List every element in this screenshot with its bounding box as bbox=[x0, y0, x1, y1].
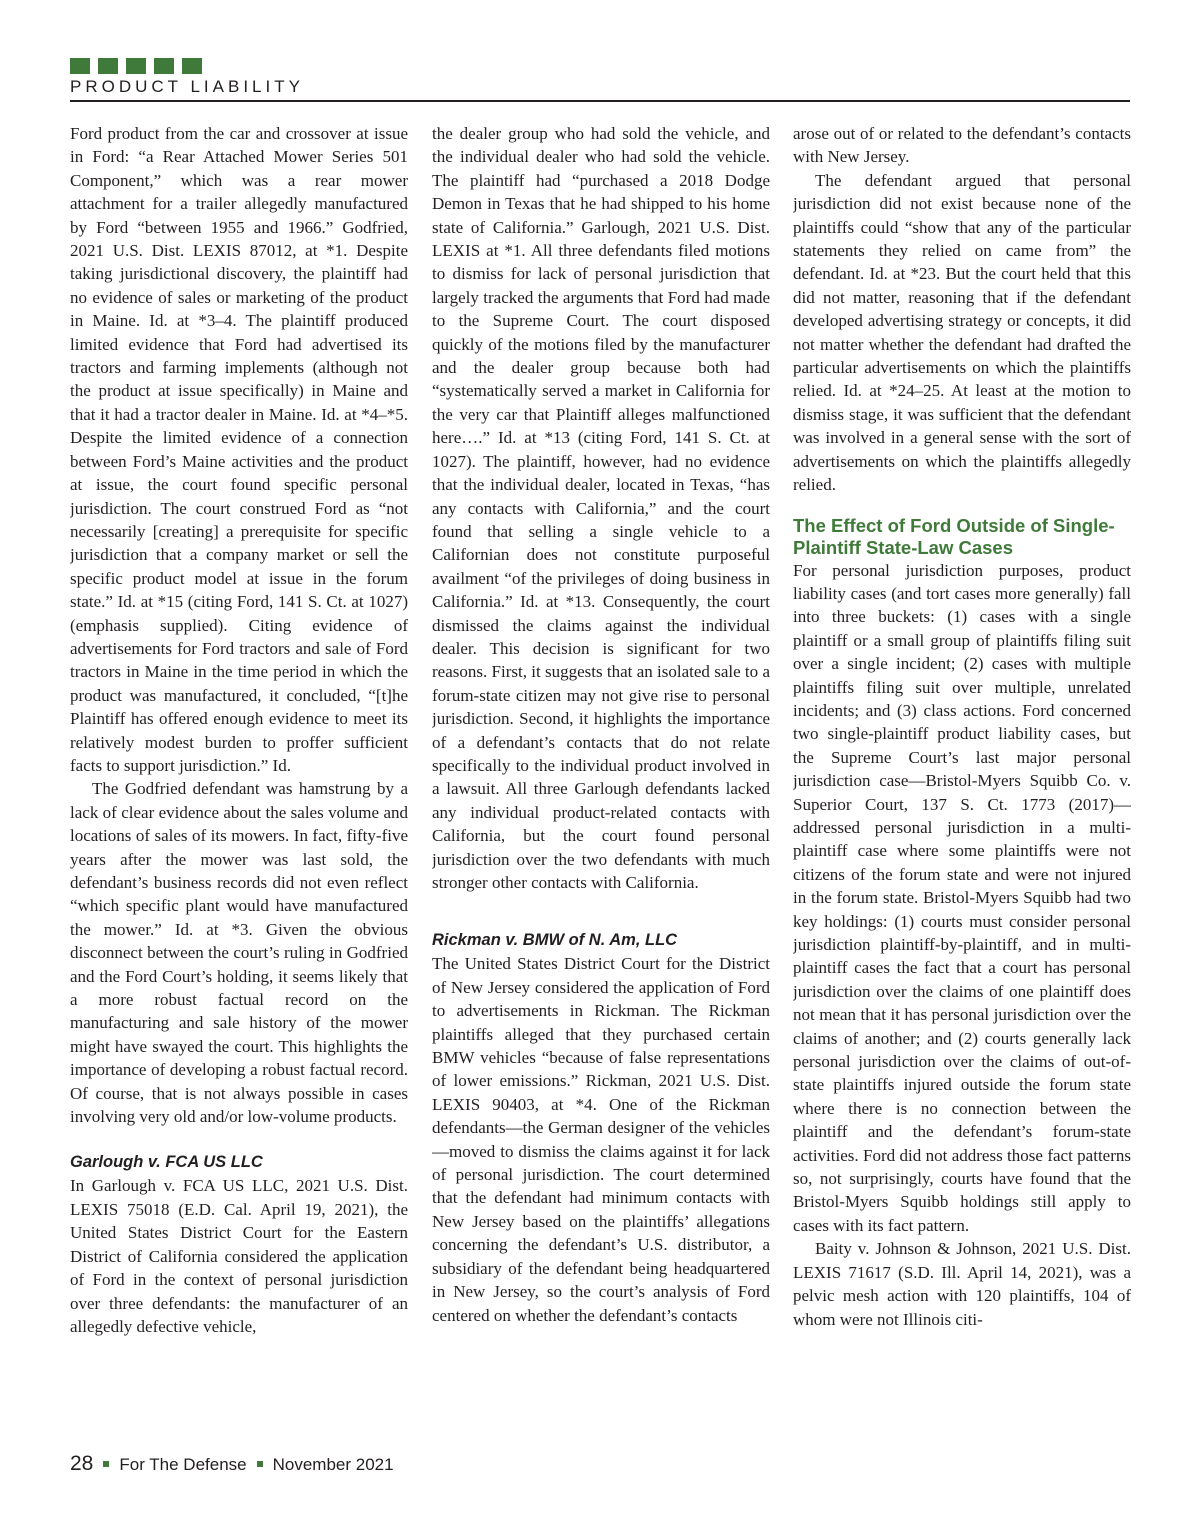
publication-name: For The Defense bbox=[119, 1455, 247, 1474]
header-squares bbox=[70, 58, 1130, 74]
paragraph: Ford product from the car and crossover at issue in Ford: “a Rear Attached Mower Series 501 Component,” which was a rear mower attachment for a trailer allegedly manufactured by Ford “between 1955 and 1966.” Godfried, 2021 U.S. Dist. LEXIS 87012, at *1. Despite taking jurisdictional discovery, the plaintiff had no evidence of sales or marketing of the product in Maine. Id. at *3–4. The plaintiff produced limited evidence that Ford had advertised its tractors and farming implements (although not the product at issue specifically) in Maine and that it had a tractor dealer in Maine. Id. at *4–*5. Despite the limited evidence of a connection between Ford’s Maine activities and the product at issue, the court found specific personal jurisdiction. The court construed Ford as “not necessarily [creating] a prerequisite for specific jurisdiction that a company market or sell the specific product model at issue in the forum state.” Id. at *15 (citing Ford, 141 S. Ct. at 1027) (emphasis supplied). Citing evidence of advertisements for Ford tractors and sale of Ford tractors in Maine in the time period in which the product was manufactured, it concluded, “[t]he Plaintiff has offered enough evidence to meet its relatively modest burden to proffer sufficient facts to support jurisdiction.” Id. bbox=[70, 124, 408, 775]
header-rule bbox=[70, 100, 1130, 102]
paragraph: the dealer group who had sold the vehicle, and the individual dealer who had sold the vehicle. The plaintiff had “purchased a 2018 Dodge Demon in Texas that he had shipped to his home state of California.” Garlough, 2021 U.S. Dist. LEXIS at *1. All three defendants filed motions to dismiss for lack of personal jurisdiction that largely tracked the arguments that Ford had made to the Supreme Court. The court disposed quickly of the motions filed by the manufacturer and the dealer group because both had “systematically served a market in California for the very car that Plaintiff alleges malfunctioned here….” Id. at *13 (citing Ford, 141 S. Ct. at 1027). The plaintiff, however, had no evidence that the individual dealer, located in Texas, “has any contacts with California,” and the court found that selling a single vehicle to a Californian does not constitute purposeful availment “of the privileges of doing business in California.” Id. at *13. Consequently, the court dismissed the claims against the individual dealer. This decision is significant for two reasons. First, it suggests that an isolated sale to a forum-state citizen may not give rise to personal jurisdiction. Second, it highlights the importance of a defendant’s contacts that do not relate specifically to the individual product involved in a lawsuit. All three Garlough defendants lacked any individual product-related contacts with California, but the court found personal jurisdiction over the two defendants with much stronger other contacts with California. bbox=[432, 124, 770, 892]
issue-date: November 2021 bbox=[272, 1455, 394, 1474]
header-square bbox=[182, 58, 202, 74]
bullet-icon bbox=[257, 1461, 263, 1467]
paragraph: For personal jurisdiction purposes, product liability cases (and tort cases more generally) fall into three buckets: (1) cases with a single plaintiff or a small group of plaintiffs filing suit over a single incident; (2) cases with multiple plaintiffs filing suit over multiple, unrelated incidents; and (3) class actions. Ford concerned two single-plaintiff product liability cases, but the Supreme Court’s last major personal jurisdiction case—Bristol-Myers Squibb Co. v. Superior Court, 137 S. Ct. 1773 (2017)—addressed personal jurisdiction in a multi-plaintiff case where some plaintiffs were not citizens of the forum state and were not injured in the forum state. Bristol-Myers Squibb had two key holdings: (1) courts must consider personal jurisdiction plaintiff-by-plaintiff, and in multi-plaintiff cases the fact that a court has personal jurisdiction over the claims of one plaintiff does not mean that it has personal jurisdiction over the claims of another; and (2) courts generally lack personal jurisdiction over the claims of out-of-state plaintiffs injured outside the forum state where there is no connection between the plaintiff and the defendant’s forum-state activities. Ford did not address those fact patterns so, not surprisingly, courts have found that the Bristol-Myers Squibb holdings still apply to cases with its fact pattern. bbox=[793, 560, 1131, 1235]
page-number: 28 bbox=[70, 1452, 94, 1475]
bullet-icon bbox=[103, 1461, 109, 1467]
case-heading-rickman: Rickman v. BMW of N. Am, LLC bbox=[432, 931, 678, 950]
header-square bbox=[98, 58, 118, 74]
header-square bbox=[70, 58, 90, 74]
paragraph: arose out of or related to the defendant’s contacts with New Jersey. bbox=[793, 124, 1131, 167]
header-square bbox=[154, 58, 174, 74]
paragraph: The defendant argued that personal jurisdiction did not exist because none of the plaintiffs could “show that any of the particular statements they relied on came from” the defendant. Id. at *23. But the court held that this did not matter, reasoning that if the defendant developed advertising strategy or concepts, it did not matter whether the defendant had drafted the particular advertisements on which the plaintiffs relied. Id. at *24–25. At least at the motion to dismiss stage, it was sufficient that the defendant was involved in a general sense with the sort of advertisements on which the plaintiffs allegedly relied. bbox=[793, 170, 1131, 495]
section-heading-effect-of-ford: The Effect of Ford Outside of Single-Plaintiff State-Law Cases bbox=[793, 514, 1115, 558]
section-title: PRODUCT LIABILITY bbox=[70, 77, 304, 96]
paragraph: The United States District Court for the District of New Jersey considered the application of Ford to advertisements in Rickman. The Rickman plaintiffs alleged that they purchased certain BMW vehicles “because of false representations of lower emissions.” Rickman, 2021 U.S. Dist. LEXIS 90403, at *4. One of the Rickman defendants—the German designer of the vehicles—moved to dismiss the claims against it for lack of personal jurisdiction. The court determined that the defendant had minimum contacts with New Jersey based on the plaintiffs’ allegations concerning the defendant’s U.S. distributor, a subsidiary of the defendant being headquartered in New Jersey, so the court’s analysis of Ford centered on whether the defendant’s contacts bbox=[432, 954, 770, 1325]
paragraph: In Garlough v. FCA US LLC, 2021 U.S. Dist. LEXIS 75018 (E.D. Cal. April 19, 2021), the United States District Court for the Eastern District of California considered the application of Ford in the context of personal jurisdiction over three defendants: the manufacturer of an allegedly defective vehicle, bbox=[70, 1176, 408, 1336]
column-2 bbox=[432, 122, 770, 1440]
paragraph: The Godfried defendant was hamstrung by a lack of clear evidence about the sales volume and locations of sales of its mowers. In fact, fifty-five years after the mower was last sold, the defendant’s business records did not even reflect “which specific plant would have manufactured the mower.” Id. at *3. Given the obvious disconnect between the court’s ruling in Godfried and the Ford Court’s holding, it seems likely that a more robust factual record on the manufacturing and sale history of the mower might have swayed the court. This highlights the importance of developing a robust factual record. Of course, that is not always possible in cases involving very old and/or low-volume products. bbox=[70, 779, 408, 1127]
page-footer bbox=[70, 1452, 394, 1476]
case-heading-garlough: Garlough v. FCA US LLC bbox=[70, 1153, 263, 1172]
column-3 bbox=[793, 122, 1131, 1440]
column-1 bbox=[70, 122, 408, 1440]
header-square bbox=[126, 58, 146, 74]
paragraph: Baity v. Johnson & Johnson, 2021 U.S. Dist. LEXIS 71617 (S.D. Ill. April 14, 2021), was a pelvic mesh action with 120 plaintiffs, 104 of whom were not Illinois citi- bbox=[793, 1239, 1131, 1329]
page-header bbox=[70, 58, 1130, 97]
